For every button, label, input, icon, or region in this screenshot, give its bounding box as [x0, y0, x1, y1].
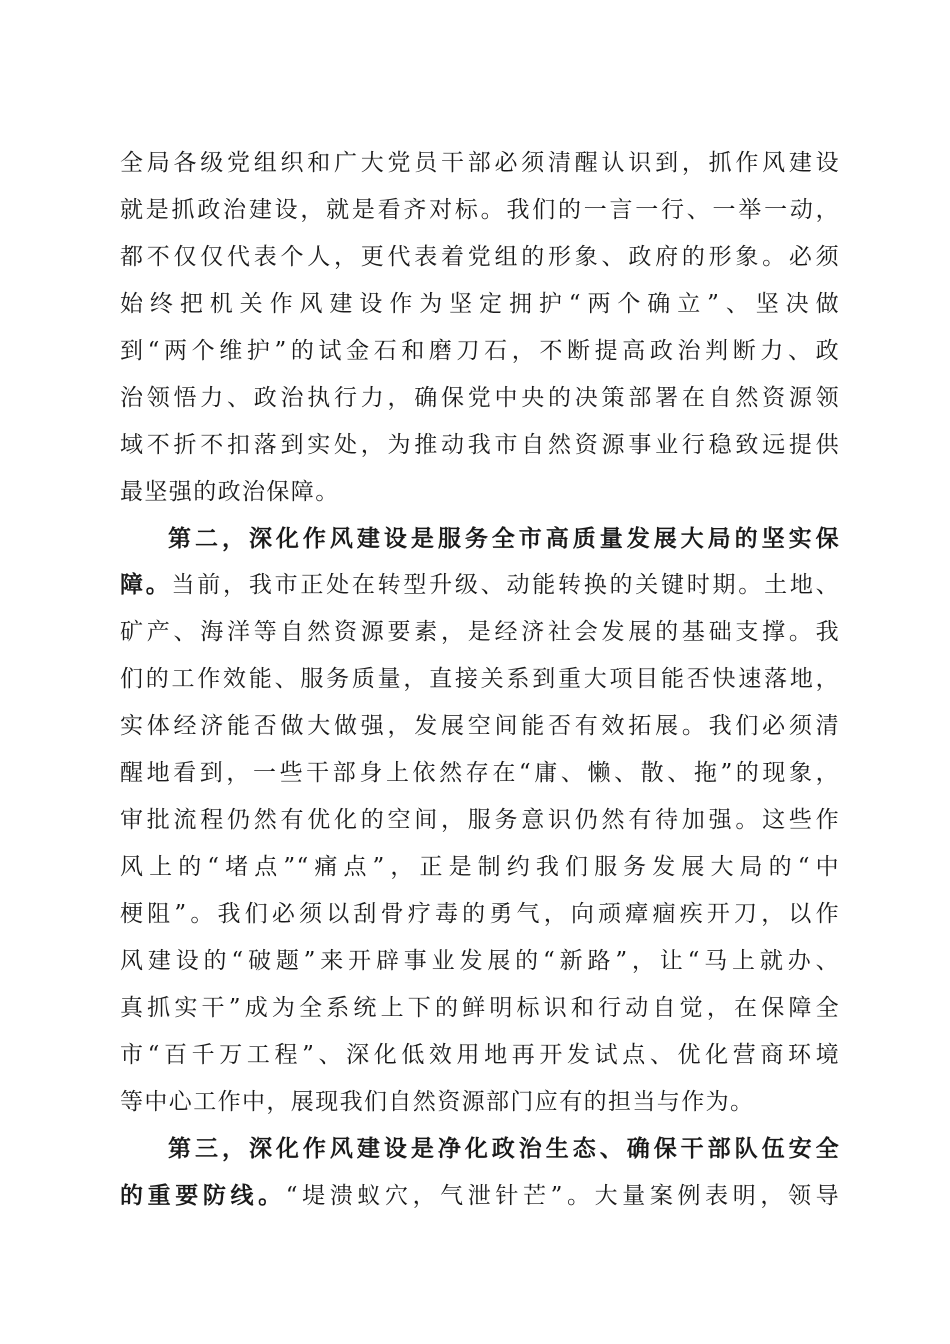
paragraph-2: [120, 516, 840, 1126]
heading-phrase: 的重要防线。: [120, 1181, 286, 1209]
text-line: [120, 1173, 840, 1220]
text-line: 风建设的“破题”来开辟事业发展的“新路”，让“马上就办、: [120, 947, 840, 974]
paragraph-3: [120, 1126, 840, 1220]
text-line: 就是抓政治建设，就是看齐对标。我们的一言一行、一举一动，: [120, 196, 840, 223]
body-text: [120, 140, 840, 1220]
text-line: 审批流程仍然有优化的空间，服务意识仍然有待加强。这些作: [120, 807, 840, 834]
text-span: 当前，我市正处在转型升级、动能转换的关键时期。土地、: [171, 572, 840, 599]
text-line: 梗阻”。我们必须以刮骨疗毒的勇气，向顽瘴痼疾开刀，以作: [120, 901, 840, 927]
text-line: 们的工作效能、服务质量，直接关系到重大项目能否快速落地，: [120, 666, 840, 693]
text-line: [120, 1126, 840, 1173]
text-line: [120, 516, 840, 563]
text-line: [120, 562, 840, 609]
text-line: 全局各级党组织和广大党员干部必须清醒认识到，抓作风建设: [120, 150, 840, 176]
text-line: 治领悟力、政治执行力，确保党中央的决策部署在自然资源领: [120, 384, 840, 411]
paragraph-1: [120, 140, 840, 516]
text-line: 实体经济能否做大做强，发展空间能否有效拓展。我们必须清: [120, 713, 840, 740]
text-span: “堤溃蚁穴，气泄针芒”。大量案例表明，领导: [285, 1182, 840, 1209]
text-line: 最坚强的政治保障。: [120, 478, 340, 505]
text-line: 市“百千万工程”、深化低效用地再开发试点、优化营商环境: [120, 1041, 840, 1068]
text-line: 域不折不扣落到实处，为推动我市自然资源事业行稳致远提供: [120, 431, 840, 458]
heading-phrase: 障。: [120, 571, 172, 599]
text-line: 都不仅仅代表个人，更代表着党组的形象、政府的形象。必须: [120, 243, 840, 270]
text-line: 始终把机关作风建设作为坚定拥护“两个确立”、坚决做: [120, 290, 840, 317]
text-line: 真抓实干”成为全系统上下的鲜明标识和行动自觉，在保障全: [120, 994, 840, 1021]
text-line: 风上的“堵点”“痛点”，正是制约我们服务发展大局的“中: [120, 854, 840, 881]
heading-phrase: 第三，深化作风建设是净化政治生态、确保干部队伍安全: [168, 1134, 840, 1162]
text-line: 醒地看到，一些干部身上依然存在“庸、懒、散、拖”的现象，: [120, 760, 840, 787]
text-line: 矿产、海洋等自然资源要素，是经济社会发展的基础支撑。我: [120, 619, 840, 646]
text-line: 等中心工作中，展现我们自然资源部门应有的担当与作为。: [120, 1088, 755, 1115]
text-line: 到“两个维护”的试金石和磨刀石，不断提高政治判断力、政: [120, 337, 840, 364]
heading-phrase: 第二，深化作风建设是服务全市高质量发展大局的坚实保: [168, 524, 840, 552]
